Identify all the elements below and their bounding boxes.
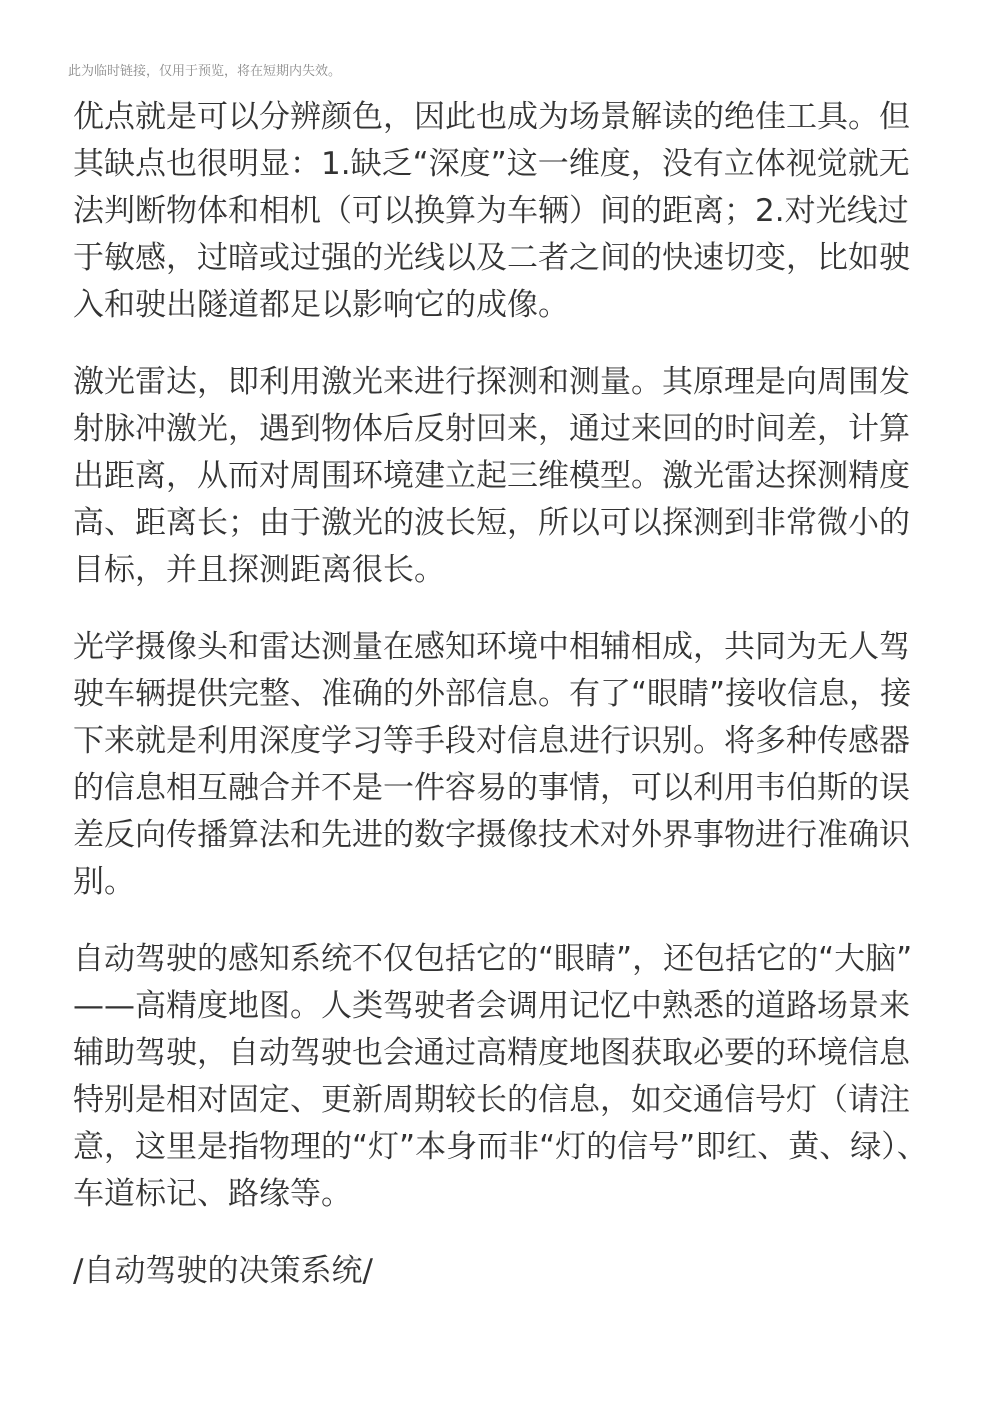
paragraph-line: 差反向传播算法和先进的数字摄像技术对外界事物进行准确识 [73, 817, 910, 853]
paragraph-hd-map [73, 936, 928, 1218]
paragraph-line: 辅助驾驶，自动驾驶也会通过高精度地图获取必要的环境信息 [73, 1035, 910, 1071]
paragraph-line: 出距离，从而对周围环境建立起三维模型。激光雷达探测精度 [73, 458, 910, 494]
article-body [73, 94, 928, 1295]
paragraph-line: 意，这里是指物理的“灯”本身而非“灯的信号”即红、黄、绿）、 [73, 1129, 928, 1165]
paragraph-line: 高、距离长；由于激光的波长短，所以可以探测到非常微小的 [73, 505, 910, 541]
paragraph-line: 于敏感，过暗或过强的光线以及二者之间的快速切变，比如驶 [73, 240, 910, 276]
paragraph-line: 下来就是利用深度学习等手段对信息进行识别。将多种传感器 [73, 723, 910, 759]
paragraph-line: 别。 [73, 864, 135, 900]
paragraph-sensor-fusion [73, 624, 923, 906]
paragraph-line: 光学摄像头和雷达测量在感知环境中相辅相成，共同为无人驾 [73, 629, 910, 665]
paragraph-line: 自动驾驶的感知系统不仅包括它的“眼睛”，还包括它的“大脑” [73, 941, 913, 977]
paragraph-lidar [73, 359, 923, 594]
paragraph-line: 目标，并且探测距离很长。 [73, 552, 445, 588]
section-heading: /自动驾驶的决策系统/ [73, 1253, 373, 1289]
preview-notice: 此为临时链接，仅用于预览，将在短期内失效。 [68, 64, 342, 79]
paragraph-line: 激光雷达，即利用激光来进行探测和测量。其原理是向周围发 [73, 364, 910, 400]
paragraph-line: ——高精度地图。人类驾驶者会调用记忆中熟悉的道路场景来 [73, 988, 910, 1024]
paragraph-line: 其缺点也很明显：1.缺乏“深度”这一维度，没有立体视觉就无 [73, 146, 910, 182]
paragraph-line: 车道标记、路缘等。 [73, 1176, 352, 1212]
paragraph-line: 入和驶出隧道都足以影响它的成像。 [73, 287, 569, 323]
paragraph-line: 的信息相互融合并不是一件容易的事情，可以利用韦伯斯的误 [73, 770, 910, 806]
paragraph-line: 驶车辆提供完整、准确的外部信息。有了“眼睛”接收信息，接 [73, 676, 912, 712]
paragraph-line: 优点就是可以分辨颜色，因此也成为场景解读的绝佳工具。但 [73, 99, 910, 135]
paragraph-camera-drawbacks [73, 94, 923, 329]
paragraph-line: 法判断物体和相机（可以换算为车辆）间的距离；2.对光线过 [73, 193, 909, 229]
paragraph-line: 射脉冲激光，遇到物体后反射回来，通过来回的时间差，计算 [73, 411, 910, 447]
paragraph-line: 特别是相对固定、更新周期较长的信息，如交通信号灯（请注 [73, 1082, 910, 1118]
